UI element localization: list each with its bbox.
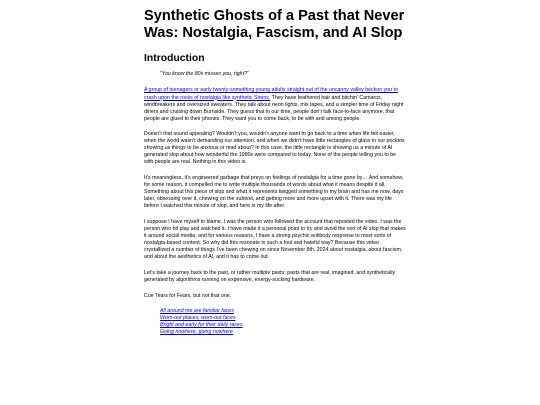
paragraph-4: I suppose I have myself to blame. I was the person who followed the account that reposted the video. I was the person who hit play and watched it. I have made it a personal point to try and avoid the sort of AI slop that makes it around social media, and for various reasons, I have a strong psychic antibody response to most sorts of nostalgia-based content. So why did this resonate in such a foul and hateful way? Because this video crystallized a number of things I’ve been chewing on since November 8th, 2024 about nostalgia, about fascism, and about the aesthetics of AI, and it has to come out.	[144, 218, 406, 261]
video-link[interactable]: A group of teenagers or early twenty-something young adults straight out of the uncanny valley beckon you to crash upon the rocks of nostalgia like synthetic Sirens.	[144, 87, 398, 101]
paragraph-2: Doesn’t that sound appealing? Wouldn’t you, wouldn’t anyone want to go back to a time when life felt easier, when the world wasn’t demanding our attention, and when we didn’t have little rectangles of glass in our pockets showing us things to be anxious or mad about? In this case, the little rectangle is showing us a minute of AI generated slop about how wonderful the 1980s were compared to today. None of the people telling you to be with people are real. Nothing in this video is.	[144, 131, 405, 166]
article	[144, 0, 406, 336]
epigraph: “You know the 80s misses you, right?”	[160, 71, 249, 78]
lyric-link[interactable]: Going nowhere, going nowhere	[160, 329, 233, 336]
lyrics-block	[144, 308, 406, 336]
lyric-link[interactable]: Bright and early for their daily races	[160, 322, 243, 329]
lyric-link[interactable]: Worn-out places, worn-out faces	[160, 315, 236, 322]
lyric-link[interactable]: All around me are familiar faces	[160, 308, 234, 315]
paragraph-3: It’s meaningless, it’s engineered garbage that preys on feelings of nostalgia for a time gone by… And somehow, for some reason, it compelled me to write multiple thousands of words about what it means despite it all. Something about this piece of slop and what it represents twigged something in my brain and has me now, days later, obsessing over it, chewing on the subtext, and getting more and more upset with it. There was my life before I watched this minute of slop, and here is my life after.	[144, 175, 404, 210]
paragraph-6: Cue Tears for Fears, but not that one.	[144, 292, 232, 299]
paragraph-1-text: They have feathered hair and bitchin’ Camaros, windbreakers and oversized sweaters. They talk about neon lights, mix tapes, and a simpler time of Friday night diners and cruising down Burnside. They guess that in our time, people don’t talk face-to-face anymore, that people are glued to their phones. They want you to come back, to be with and among people.	[144, 94, 404, 122]
section-heading: Introduction	[144, 53, 205, 65]
article-title: Synthetic Ghosts of a Past that Never Was: Nostalgia, Fascism, and AI Slop	[144, 8, 405, 42]
paragraph-5: Let’s take a journey back to the past, or rather multiple pasts: pasts that are real, imagined, and synthetically generated by algorithms running on expensive, energy-sucking hardware.	[144, 269, 396, 283]
paragraph-1	[144, 87, 406, 122]
